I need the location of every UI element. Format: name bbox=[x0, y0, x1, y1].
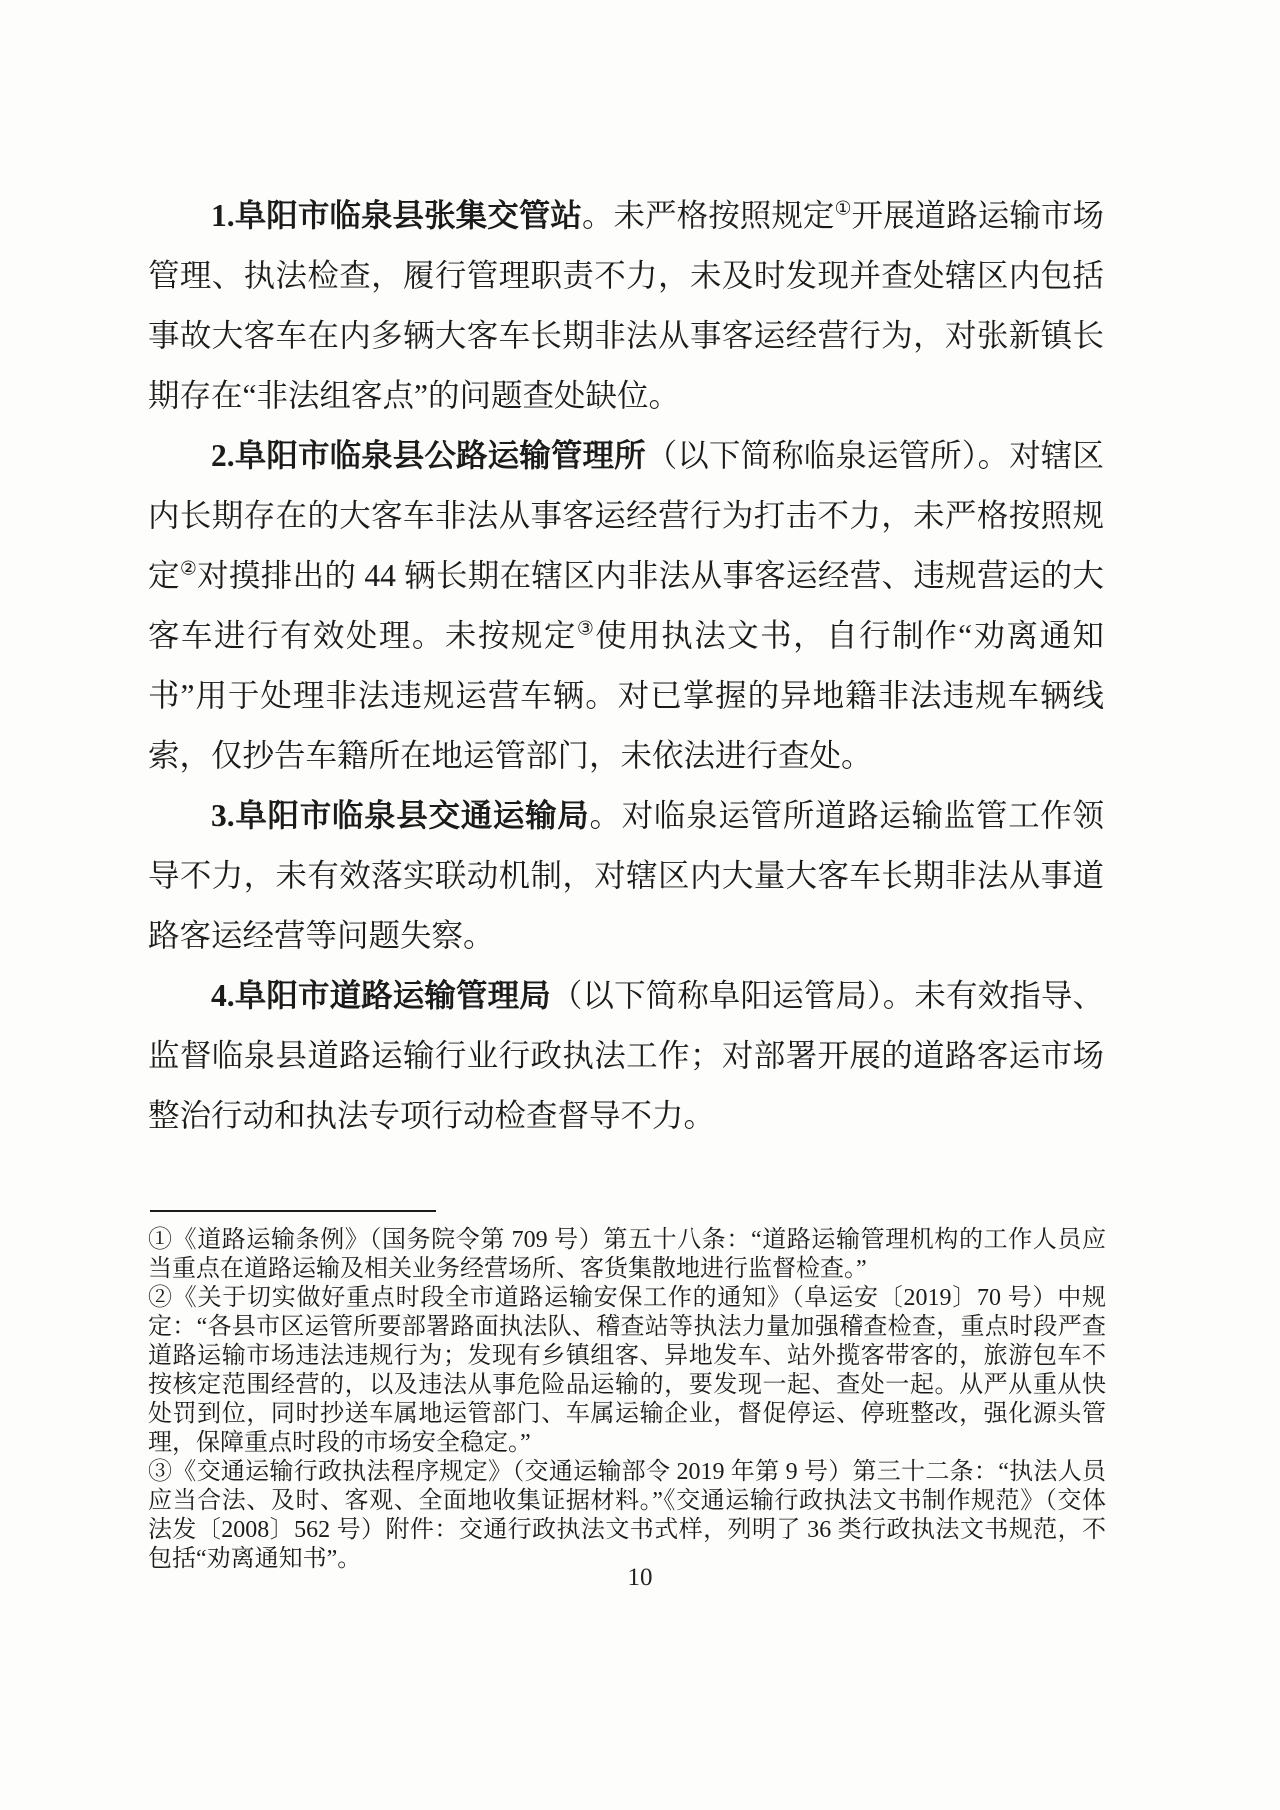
paragraph-3 bbox=[148, 786, 1104, 966]
footnote-3: ③《交通运输行政执法程序规定》（交通运输部令 2019 年第 9 号）第三十二条：“执法人员应当合法、及时、客观、全面地收集证据材料。”《交通运输行政执法文书制作规范》（交体法发〔2008〕562 号）附件：交通行政执法文书式样，列明了 36 类行政执法文书规范，不包括“劝离通知书”。 bbox=[148, 1459, 1106, 1572]
paragraph-2-text-rest: 使用执法文书，自行制作“劝离通知书”用于处理非法违规运营车辆。对已掌握的异地籍非法违规车辆线索，仅抄告车籍所在地运管部门，未依法进行查处。 bbox=[148, 618, 1104, 773]
footnote-1: ①《道路运输条例》（国务院令第 709 号）第五十八条：“道路运输管理机构的工作人员应当重点在道路运输及相关业务经营场所、客货集散地进行监督检查。” bbox=[148, 1227, 1106, 1282]
org-name-3: 3.阜阳市临泉县交通运输局 bbox=[211, 798, 590, 833]
paragraph-1-text: 。未严格按照规定 bbox=[581, 198, 835, 233]
paragraph-1-text-rest: 开展道路运输市场管理、执法检查，履行管理职责不力，未及时发现并查处辖区内包括事故大客车在内多辆大客车长期非法从事客运经营行为，对张新镇长期存在“非法组客点”的问题查处缺位。 bbox=[148, 198, 1104, 413]
paragraph-4-text: （以下简称阜阳运管局）。未有效指导、监督临泉县道路运输行业行政执法工作；对部署开展的道路客运市场整治行动和执法专项行动检查督导不力。 bbox=[148, 978, 1104, 1133]
paragraph-3-text: 。对临泉运管所道路运输监管工作领导不力，未有效落实联动机制，对辖区内大量大客车长期非法从事道路客运经营等问题失察。 bbox=[148, 798, 1104, 953]
footnote-separator bbox=[150, 1210, 436, 1212]
paragraph-2 bbox=[148, 426, 1104, 786]
paragraph-4 bbox=[148, 966, 1104, 1146]
footnote-2: ②《关于切实做好重点时段全市道路运输安保工作的通知》（阜运安〔2019〕70 号）中规定：“各县市区运管所要部署路面执法队、稽查站等执法力量加强稽查检查，重点时段严查道路运输市场违法违规行为；发现有乡镇组客、异地发车、站外揽客带客的，旅游包车不按核定范围经营的，以及违法从事危险品运输的，要发现一起、查处一起。从严从重从快处罚到位，同时抄送车属地运管部门、车属运输企业，督促停运、停班整改，强化源头管理，保障重点时段的市场安全稳定。” bbox=[148, 1285, 1106, 1456]
footnote-ref-2: ② bbox=[179, 558, 198, 580]
footnotes bbox=[148, 1226, 1106, 1574]
body-text bbox=[148, 186, 1104, 1146]
footnote-ref-3: ③ bbox=[576, 618, 596, 640]
paragraph-2-text-mid: 对摸排出的 44 辆长期在辖区内非法从事客运经营、违规营运的大客车进行有效处理。未按规定 bbox=[148, 558, 1104, 653]
paragraph-2-text: （以下简称临泉运管所）。对辖区内长期存在的大客车非法从事客运经营行为打击不力，未严格按照规定 bbox=[148, 438, 1104, 593]
org-name-1: 1.阜阳市临泉县张集交管站 bbox=[211, 198, 582, 233]
org-name-4: 4.阜阳市道路运输管理局 bbox=[211, 978, 551, 1013]
footnote-ref-1: ① bbox=[834, 198, 852, 220]
page-number: 10 bbox=[627, 1564, 653, 1591]
org-name-2: 2.阜阳市临泉县公路运输管理所 bbox=[211, 438, 646, 473]
paragraph-1 bbox=[148, 186, 1104, 426]
